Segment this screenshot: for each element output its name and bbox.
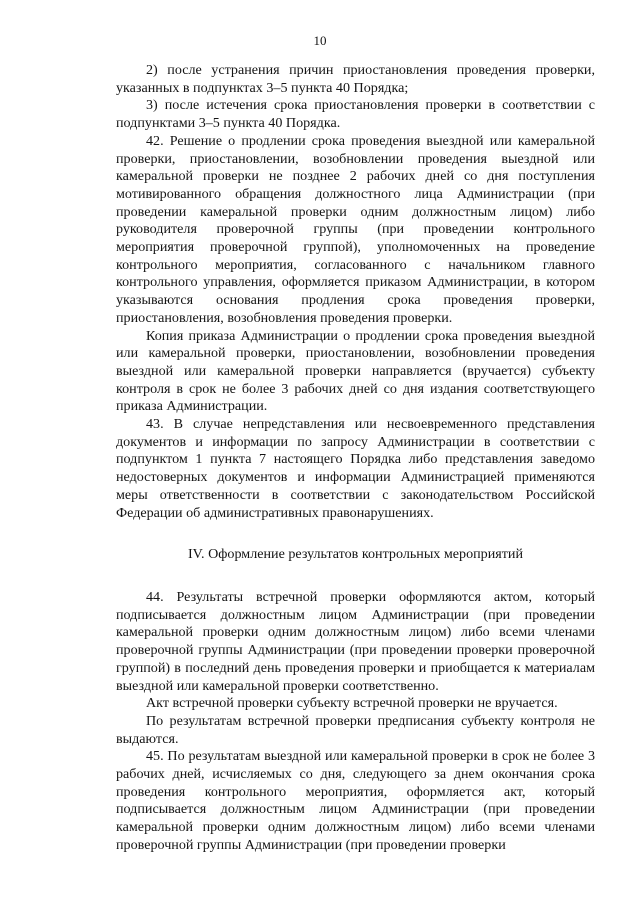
paragraph: 44. Результаты встречной проверки оформляются актом, который подписывается должностным лицом Администрации (при проведении камеральной проверки одним должностным лицом) либо всеми членами проверочной группы Администрации (при проведении проверки проверочной группой) в последний день проведения проверки и приобщается к материалам выездной или камеральной проверки соответственно. bbox=[116, 588, 595, 694]
paragraph: Копия приказа Администрации о продлении срока проведения выездной или камеральной проверки, приостановлении, возобновлении проведения выездной или камеральной проверки направляется (вручается) субъекту контроля в срок не более 3 рабочих дней со дня издания соответствующего приказа Администрации. bbox=[116, 327, 595, 415]
section-heading: IV. Оформление результатов контрольных мероприятий bbox=[187, 546, 523, 563]
page-number: 10 bbox=[313, 33, 327, 48]
paragraph: 42. Решение о продлении срока проведения выездной или камеральной проверки, приостановлении, возобновлении проведения выездной или камеральной проверки не позднее 2 рабочих дней со дня поступления мотивированного обращения должностного лица Администрации (при проведении камеральной проверки одним должностным лицом) либо руководителя проверочной группы (при проведении контрольного мероприятия проверочной группой), уполномоченных на проведение контрольного мероприятия, согласованного с начальником главного контрольного управления, оформляется приказом Администрации, в котором указываются основания продления срока проведения проверки, приостановления, возобновления проведения проверки. bbox=[116, 132, 595, 326]
paragraph: 3) после истечения срока приостановления проверки в соответствии с подпунктами 3–5 пункта 40 Порядка. bbox=[116, 97, 595, 132]
paragraph: 43. В случае непредставления или несвоевременного представления документов и информации по запросу Администрации в соответствии с подпунктом 1 пункта 7 настоящего Порядка либо представления заведомо недостоверных документов и информации Администрацией применяются меры ответственности в соответствии с законодательством Российской Федерации об административных правонарушениях. bbox=[116, 416, 595, 521]
paragraph: Акт встречной проверки субъекту встречной проверки не вручается. bbox=[146, 695, 558, 712]
paragraph: 45. По результатам выездной или камеральной проверки в срок не более 3 рабочих дней, исчисляемых со дня, следующего за днем окончания срока проведения контрольного мероприятия, оформляется акт, который подписывается должностным лицом Администрации (при проведении камеральной проверки одним должностным лицом) либо всеми членами проверочной группы Администрации (при проведении проверки bbox=[116, 748, 595, 853]
paragraph: 2) после устранения причин приостановления проведения проверки, указанных в подпунктах 3–5 пункта 40 Порядка; bbox=[116, 62, 595, 96]
paragraph: По результатам встречной проверки предписания субъекту контроля не выдаются. bbox=[116, 712, 595, 747]
document-body bbox=[116, 62, 595, 855]
